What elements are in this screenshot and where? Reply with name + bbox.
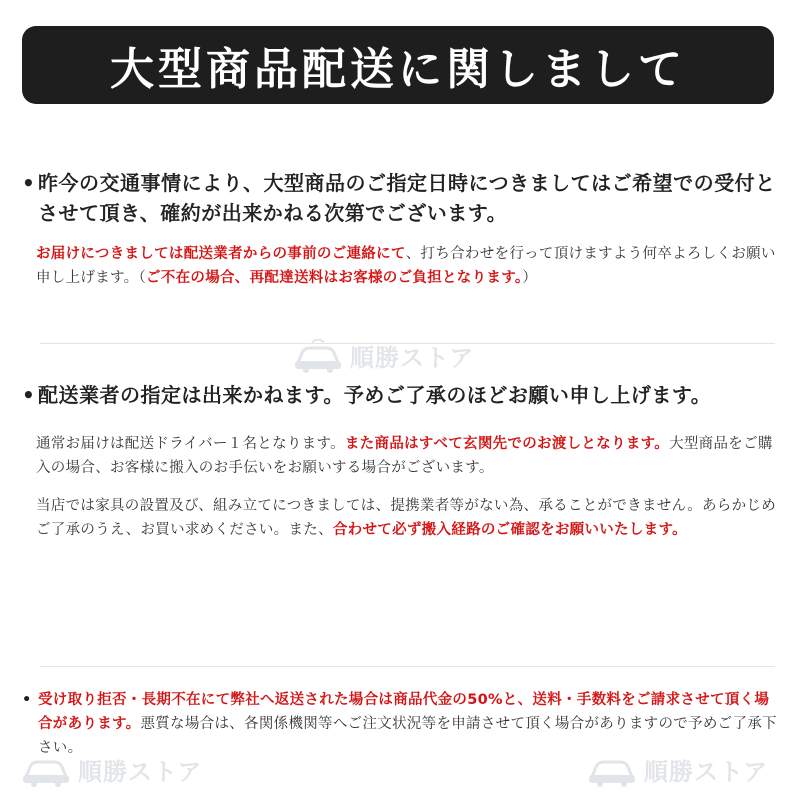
body-text: 通常お届けは配送ドライバー１名となります。: [36, 436, 345, 452]
section-delivery-time: [22, 168, 782, 290]
page-title: 大型商品配送に関しまして: [110, 44, 686, 95]
title-banner: [22, 26, 774, 104]
highlight-text: また商品はすべて玄関先でのお渡しとなります。: [344, 436, 670, 452]
section-heading: [22, 380, 782, 410]
divider: [40, 666, 775, 667]
section-heading: [22, 168, 782, 228]
body-text: ）: [522, 270, 538, 286]
bullet: •: [22, 383, 36, 407]
section-refusal: [22, 688, 782, 760]
highlight-text: お届けにつきましては配送業者からの事前のご連絡にて: [36, 246, 406, 262]
heading-text: 昨今の交通事情により、大型商品のご指定日時につきましてはご希望での受付とさせて頂き、確約が出来かねる次第でございます。: [38, 171, 776, 225]
section-carrier: [22, 380, 782, 542]
highlight-text: 合わせて必ず搬入経路のご確認をお願いいたします。: [332, 522, 687, 538]
watermark-text: 順勝ストア: [644, 758, 769, 786]
body-text: 悪質な場合は、各関係機関等へご注文状況等を申請させて頂く場合がありますので予めご了承下さい。: [38, 716, 777, 756]
section-paragraph: [22, 432, 782, 480]
section-paragraph: [22, 688, 782, 760]
watermark-text: 順勝ストア: [78, 758, 203, 786]
body-text: 当店では家具の設置及び、組み立てにつきましては、提携業者等がない為、承ることができません。あらかじめご了承のうえ、お買い求めください。また、: [36, 498, 776, 538]
section-paragraph: [22, 494, 782, 542]
watermark-text: 順勝ストア: [350, 344, 475, 372]
section-paragraph: [22, 242, 782, 290]
heading-text: 配送業者の指定は出来かねます。予めご了承のほどお願い申し上げます。: [38, 383, 712, 407]
highlight-text: ご不在の場合、再配達送料はお客様のご負担となります。: [146, 270, 523, 286]
body-text: 大型商品をご購入の場合、お客様に搬入のお手伝いをお願いする場合がございます。: [36, 436, 773, 476]
highlight-text: 受け取り拒否・長期不在にて弊社へ返送された場合は商品代金の50%と、送料・手数料をご請求させて頂く場合があります。: [38, 692, 770, 732]
body-text: 、打ち合わせを行って頂けますよう何卒よろしくお願い申し上げます。（: [36, 246, 776, 286]
divider: [40, 343, 775, 344]
bullet: •: [22, 171, 36, 195]
bullet: •: [22, 692, 32, 708]
